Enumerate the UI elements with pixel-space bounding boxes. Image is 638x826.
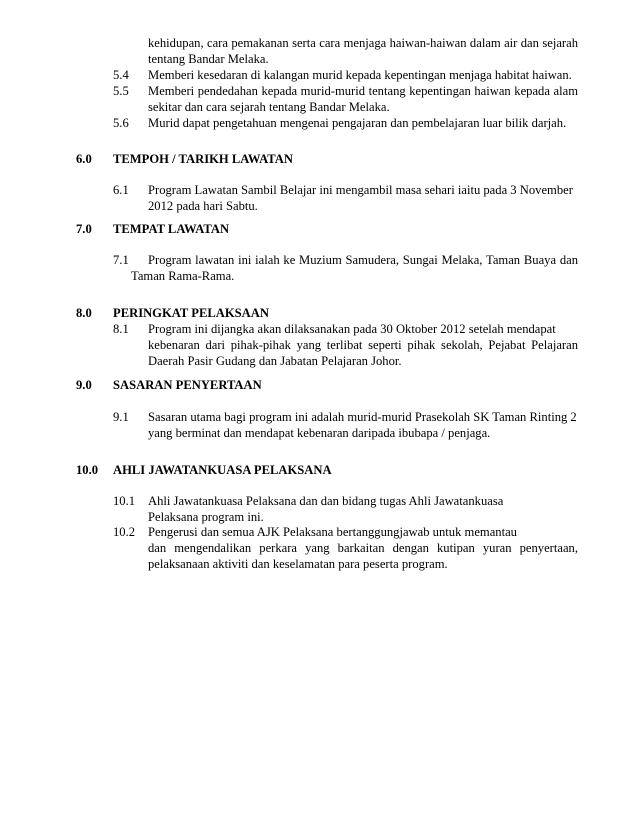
section-heading: PERINGKAT PELAKSAAN (113, 306, 269, 320)
section-number: 8.0 (76, 306, 92, 320)
text-line: Ahli Jawatankuasa Pelaksana dan dan bidang tugas Ahli Jawatankuasa (148, 494, 504, 508)
text-line: Program lawatan ini ialah ke Muzium Samudera, Sungai Melaka, Taman Buaya dan (148, 253, 578, 267)
text-line: Taman Rama-Rama. (131, 269, 235, 283)
item-number: 9.1 (113, 410, 129, 424)
text-line: kehidupan, cara pemakanan serta cara menjaga haiwan-haiwan dalam air dan sejarah (148, 36, 578, 50)
text-line: Pelaksana program ini. (148, 510, 264, 524)
text-line: dan mengendalikan perkara yang barkaitan dengan kutipan yuran penyertaan, (148, 541, 578, 555)
text-line: tentang Bandar Melaka. (148, 52, 269, 66)
text-line: Memberi kesedaran di kalangan murid kepada kepentingan menjaga habitat haiwan. (148, 68, 572, 82)
text-block (148, 252, 578, 268)
text-line: Daerah Pasir Gudang dan Jabatan Pelajaran Johor. (148, 354, 402, 368)
section-number: 6.0 (76, 152, 92, 166)
text-block (148, 83, 578, 99)
item-number: 10.1 (113, 494, 136, 508)
item-number: 5.4 (113, 68, 129, 82)
section-heading: TEMPOH / TARIKH LAWATAN (113, 152, 293, 166)
section-number: 9.0 (76, 378, 92, 392)
text-line: yang berminat dan mendapat kebenaran daripada ibubapa / penjaga. (148, 426, 491, 440)
text-line: Program ini dijangka akan dilaksanakan pada 30 Oktober 2012 setelah mendapat (148, 322, 556, 336)
section-heading: AHLI JAWATANKUASA PELAKSANA (113, 463, 332, 477)
item-number: 5.5 (113, 84, 129, 98)
item-number: 10.2 (113, 525, 136, 539)
text-line: pelaksanaan aktiviti dan keselamatan para peserta program. (148, 557, 448, 571)
text-line: Murid dapat pengetahuan mengenai pengajaran dan pembelajaran luar bilik darjah. (148, 116, 567, 130)
text-line: kebenaran dari pihak-pihak yang terlibat seperti pihak sekolah, Pejabat Pelajaran (148, 338, 578, 352)
item-number: 8.1 (113, 322, 129, 336)
section-number: 7.0 (76, 222, 92, 236)
section-heading: SASARAN PENYERTAAN (113, 378, 262, 392)
section-number: 10.0 (76, 463, 99, 477)
text-line: sekitar dan cara sejarah tentang Bandar Melaka. (148, 100, 390, 114)
text-line: Program Lawatan Sambil Belajar ini mengambil masa sehari iaitu pada 3 November (148, 183, 573, 197)
item-number: 6.1 (113, 183, 129, 197)
text-line: 2012 pada hari Sabtu. (148, 199, 258, 213)
text-line: Memberi pendedahan kepada murid-murid tentang kepentingan haiwan kepada alam (148, 84, 578, 98)
text-block (148, 337, 578, 353)
sec5-continuation (148, 35, 578, 51)
text-block (148, 540, 578, 556)
item-number: 7.1 (113, 253, 129, 267)
section-heading: TEMPAT LAWATAN (113, 222, 230, 236)
item-number: 5.6 (113, 116, 129, 130)
text-line: Pengerusi dan semua AJK Pelaksana bertanggungjawab untuk memantau (148, 525, 517, 539)
text-line: Sasaran utama bagi program ini adalah murid-murid Prasekolah SK Taman Rinting 2 (148, 410, 577, 424)
